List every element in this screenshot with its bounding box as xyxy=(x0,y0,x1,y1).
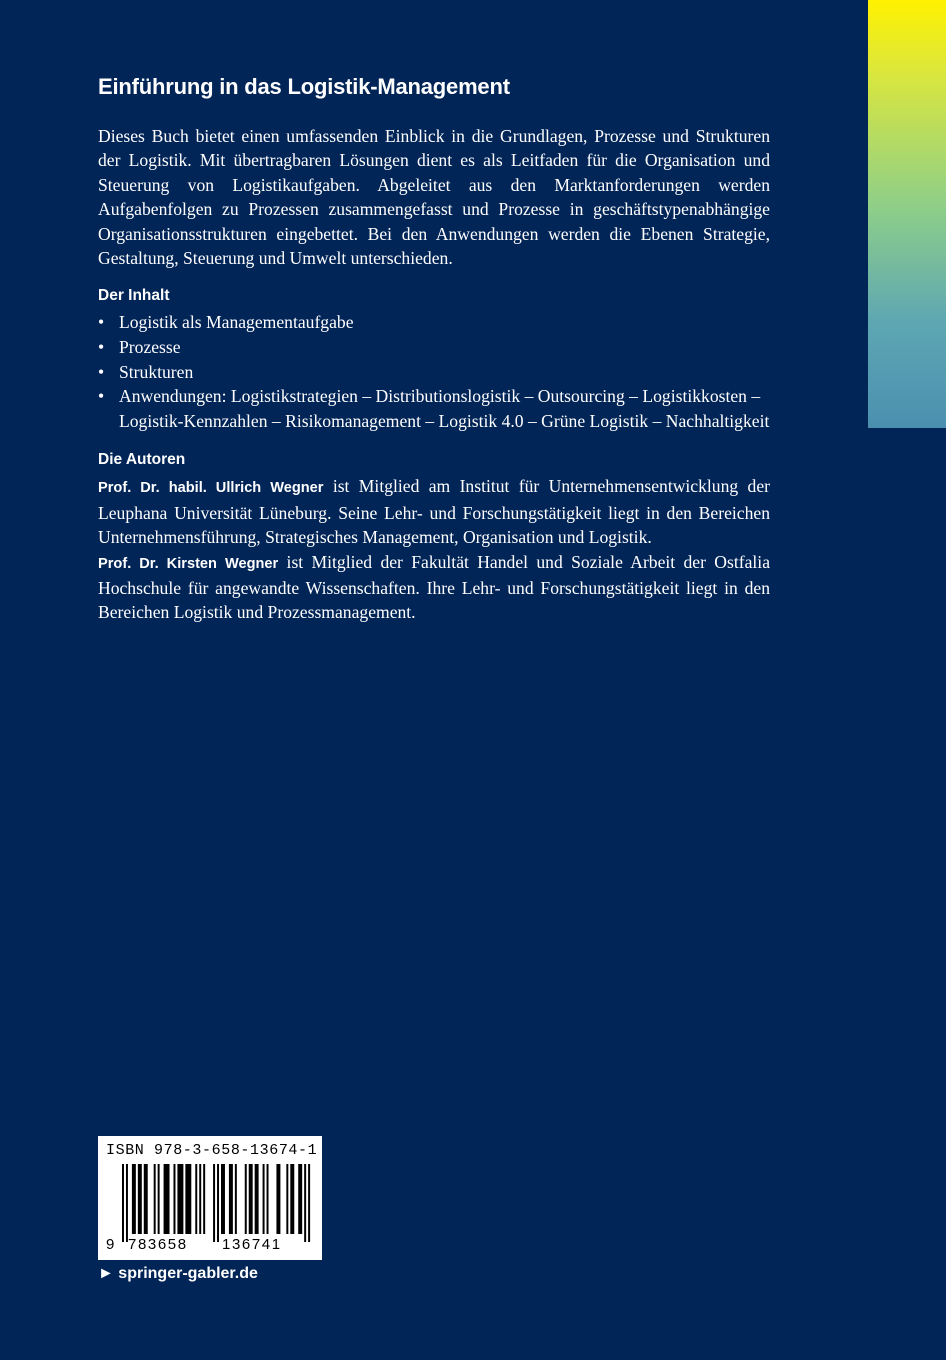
contents-heading: Der Inhalt xyxy=(98,287,170,305)
bullet-icon: • xyxy=(98,361,105,382)
barcode-bar xyxy=(144,1164,148,1234)
bullet-icon: • xyxy=(98,386,105,407)
isbn-number: ISBN 978-3-658-13674-1 xyxy=(106,1142,318,1159)
contents-item-text: Prozesse xyxy=(119,337,181,358)
isbn-barcode xyxy=(98,1136,322,1260)
bullet-icon: • xyxy=(98,337,105,358)
barcode-digits-right: 136741 xyxy=(222,1236,282,1253)
contents-item-text: Anwendungen: Logistikstrategien – Distributionslogistik – Outsourcing – Logistikkosten – Logistik-Kennzahlen – Risikomanagement – Logistik 4.0 – Grüne Logistik – Nachhaltigkeit xyxy=(119,386,770,431)
barcode-bar xyxy=(249,1164,253,1234)
author-bio-text: ist Mitglied am Institut für Unternehmensentwicklung der Leuphana Universität Lüneburg. Seine Lehr- und Forschungstätigkeit liegt in den Bereichen Unternehmensführung, Strategisches Management, Organisation und Logistik. xyxy=(98,476,770,548)
author-bio xyxy=(98,474,770,549)
barcode-bar xyxy=(290,1164,294,1234)
barcode-bar xyxy=(158,1164,160,1234)
list-item xyxy=(98,360,770,385)
barcode-bar xyxy=(203,1164,205,1234)
contents-list xyxy=(98,310,770,433)
barcode-bar xyxy=(235,1164,237,1234)
barcode-bar xyxy=(276,1164,280,1234)
back-cover-text xyxy=(98,72,770,625)
barcode-bar xyxy=(229,1164,233,1234)
book-description: Dieses Buch bietet einen umfassenden Einblick in die Grundlagen, Prozesse und Strukturen der Logistik. Mit übertragbaren Lösungen dient es als Leitfaden für die Organisation und Steuerung von Logistikaufgaben. Abgeleitet aus den Marktanforderungen werden Aufgabenfolgen zu Prozessen zusammengefasst und Prozesse in geschäftstypenabhängige Organisationsstrukturen eingebettet. Bei den Anwendungen werden die Ebenen Strategie, Gestaltung, Steuerung und Umwelt unterschieden. xyxy=(98,126,770,269)
author-name: Prof. Dr. Kirsten Wegner xyxy=(98,555,279,572)
contents-item-text: Strukturen xyxy=(119,361,194,382)
arrow-right-icon: ► xyxy=(98,1265,114,1282)
color-accent-strip xyxy=(868,0,946,428)
barcode-bar xyxy=(298,1164,302,1234)
barcode-bar xyxy=(177,1164,183,1234)
publisher-website[interactable] xyxy=(98,1263,258,1285)
barcode-digits-left: 783658 xyxy=(128,1236,188,1253)
barcode-bar xyxy=(138,1164,142,1234)
authors-section xyxy=(98,474,770,624)
barcode-bar xyxy=(267,1164,269,1234)
list-item xyxy=(98,310,770,335)
barcode-bar xyxy=(221,1164,225,1234)
barcode-bar xyxy=(304,1164,306,1242)
barcode-bar xyxy=(263,1164,265,1234)
barcode-bar xyxy=(126,1164,128,1242)
barcode-bar xyxy=(308,1164,310,1242)
barcode-bar xyxy=(164,1164,170,1234)
author-bio-text: ist Mitglied der Fakultät Handel und Soziale Arbeit der Ostfalia Hochschule für angewandte Wissenschaften. Ihre Lehr- und Forschungstätigkeit liegt in den Bereichen Logistik und Prozessmanagement. xyxy=(98,551,771,623)
barcode-bar xyxy=(255,1164,259,1234)
barcode-bar xyxy=(154,1164,156,1234)
list-item xyxy=(98,384,770,433)
contents-item-text: Logistik als Managementaufgabe xyxy=(119,312,354,333)
barcode-bar xyxy=(245,1164,247,1234)
barcode-bar xyxy=(213,1164,215,1242)
barcode-bar xyxy=(217,1164,219,1242)
authors-heading: Die Autoren xyxy=(98,451,186,469)
book-title: Einführung in das Logistik-Management xyxy=(98,74,510,99)
barcode-bar xyxy=(132,1164,136,1234)
website-link-text: springer-gabler.de xyxy=(118,1265,258,1282)
bullet-icon: • xyxy=(98,312,105,333)
barcode-bar xyxy=(199,1164,201,1234)
barcode-bar xyxy=(195,1164,197,1234)
author-bio xyxy=(98,550,770,625)
barcode-bar xyxy=(173,1164,175,1234)
barcode-bar xyxy=(122,1164,124,1242)
barcode-bar xyxy=(286,1164,288,1234)
author-name: Prof. Dr. habil. Ullrich Wegner xyxy=(98,480,324,497)
barcode-bar xyxy=(185,1164,191,1234)
barcode-digit-first: 9 xyxy=(106,1236,116,1253)
list-item xyxy=(98,335,770,360)
